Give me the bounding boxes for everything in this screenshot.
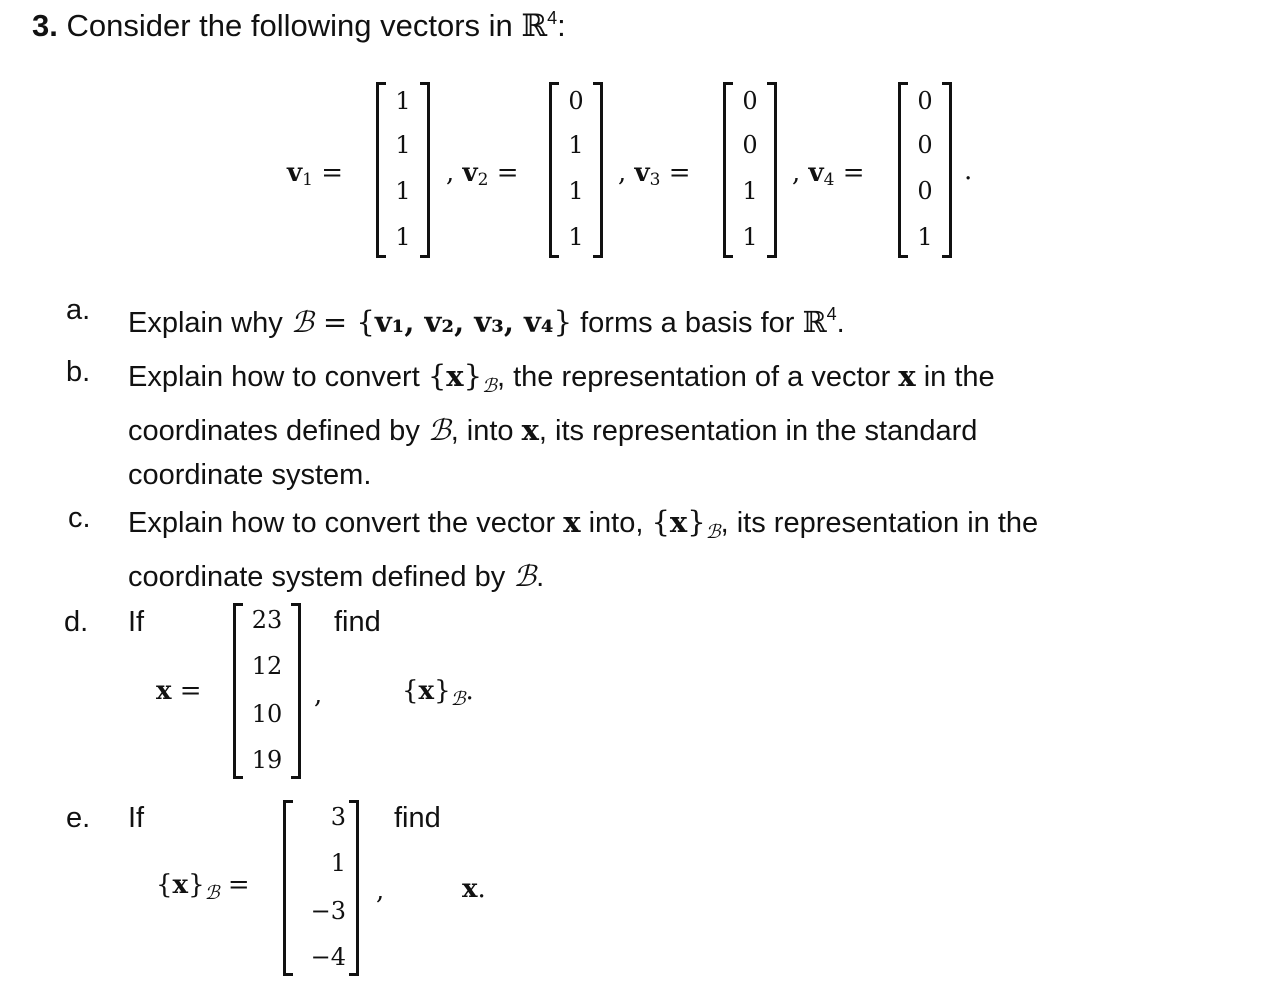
part-b-letter: b. — [66, 356, 91, 388]
field-symbol: ℝ — [521, 8, 548, 44]
v1-label: $v_1$ = — [287, 158, 343, 190]
question-header: 3. Consider the following vectors in ℝ$^4$: — [32, 8, 566, 44]
v1-matrix: 1 1 1 1 — [376, 82, 430, 258]
v4-label: , $v_4$ = — [792, 158, 865, 190]
part-e-find: find — [394, 802, 441, 834]
question-number: 3. — [32, 8, 58, 43]
v2-label: , $v_2$ = — [446, 158, 519, 190]
part-b-text: Explain how to convert $\{x\}_ℬ$, the representation of a vector x in the coordinates defined by ℬ, into x, its representation in the standard coordinate system. — [128, 359, 995, 491]
v3-label: , $v_3$ = — [618, 158, 691, 190]
part-e-target: x. — [462, 874, 486, 904]
v2-matrix: 0 1 1 1 — [549, 82, 603, 258]
part-e-xb-matrix: 3 1 −3 −4 — [283, 800, 359, 976]
part-e-if: If — [128, 802, 145, 834]
part-d-x-label: x = — [156, 676, 202, 706]
part-e-letter: e. — [66, 802, 91, 834]
part-c-letter: c. — [68, 502, 91, 534]
vectors-period: . — [964, 156, 973, 186]
part-d-find: find — [334, 606, 381, 638]
part-d-x-matrix: 23 12 10 19 — [233, 603, 301, 779]
part-a-text: Explain why ℬ = {v₁, v₂, v₃, v₄} forms a basis for ℝ$^4$. — [128, 304, 845, 339]
part-e-xb-label: $\{x\}_ℬ$ = — [156, 870, 250, 904]
question-intro: Consider the following vectors in — [66, 8, 522, 43]
part-d-target: $\{x\}_ℬ$. — [402, 676, 474, 710]
v4-matrix: 0 0 0 1 — [898, 82, 952, 258]
v3-matrix: 0 0 1 1 — [723, 82, 777, 258]
part-c-text: Explain how to convert the vector x into, $\{x\}_ℬ$, its representation in the coordinate system defined by ℬ. — [128, 505, 1039, 593]
part-d-if: If — [128, 606, 145, 638]
part-d-letter: d. — [64, 606, 89, 638]
part-a-letter: a. — [66, 294, 91, 326]
